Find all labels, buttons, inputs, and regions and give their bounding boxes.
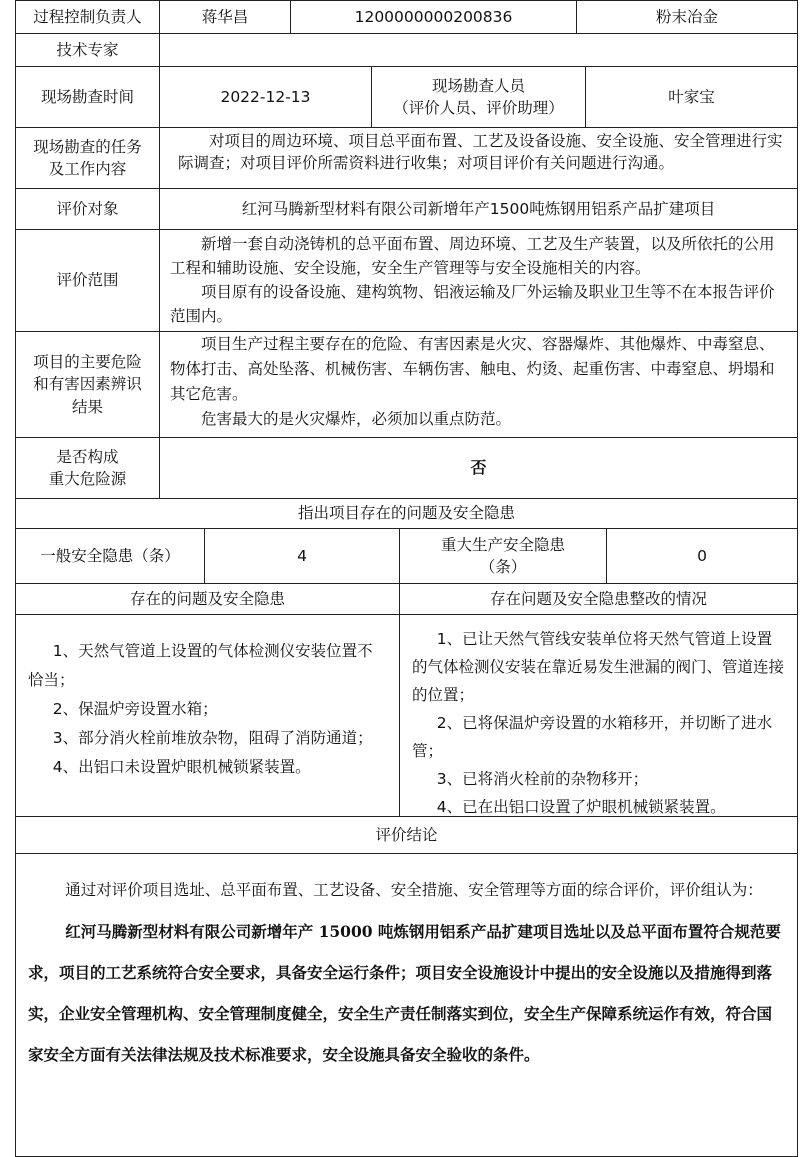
survey-staff-label-line2: （评价人员、评价助理） [393, 99, 564, 117]
survey-task-label [15, 127, 160, 189]
hazard-result-label-line2: 和有害因素辨识 [33, 375, 142, 394]
eval-object-label: 评价对象 [15, 188, 160, 230]
major-hazard-count-label-line2: （条） [479, 558, 527, 576]
major-hazard-label [15, 437, 160, 499]
major-hazard-label-line2: 重大危险源 [48, 470, 127, 488]
survey-task-content [159, 127, 798, 189]
eval-scope-content [159, 229, 798, 332]
process-lead-id: 1200000000200836 [290, 0, 577, 34]
issues-header: 指出项目存在的问题及安全隐患 [15, 498, 798, 529]
eval-scope-para1: 新增一套自动浇铸机的总平面布置、周边环境、工艺及生产装置，以及所依托的公用工程和辅助设施、安全设施，安全生产管理等与安全设施相关的内容。 [170, 235, 775, 277]
conclusion-header: 评价结论 [15, 816, 798, 854]
rectification-item: 3、已将消火栓前的杂物移开； [436, 770, 649, 788]
eval-object-value: 红河马腾新型材料有限公司新增年产1500吨炼钢用铝系产品扩建项目 [159, 188, 798, 230]
hazard-result-label-line1: 项目的主要危险 [33, 352, 142, 371]
process-lead-label: 过程控制负责人 [15, 0, 160, 34]
problem-item: 1、天然气管道上设置的气体检测仪安装位置不恰当； [28, 642, 373, 689]
rectification-item: 4、已在出铝口设置了炉眼机械锁紧装置。 [436, 798, 726, 816]
problems-column-header: 存在的问题及安全隐患 [15, 583, 400, 615]
general-hazard-label: 一般安全隐患（条） [15, 528, 205, 584]
problem-item: 4、出铝口未设置炉眼机械锁紧装置。 [52, 758, 311, 776]
hazard-result-label [15, 331, 160, 438]
rectification-item: 1、已让天然气管线安装单位将天然气管道上设置的气体检测仪安装在靠近易发生泄漏的阀门、管道连接的位置； [412, 630, 785, 704]
major-hazard-count: 0 [606, 528, 798, 584]
process-lead-name: 蒋华昌 [159, 0, 291, 34]
major-hazard-count-label [399, 528, 607, 584]
survey-task-text: 对项目的周边环境、项目总平面布置、工艺及设备设施、安全设施、安全管理进行实际调查；对项目评价所需资料进行收集；对项目评价有关问题进行沟通。 [178, 132, 783, 173]
major-hazard-count-label-line1: 重大生产安全隐患 [440, 535, 565, 554]
tech-expert-label: 技术专家 [15, 33, 160, 67]
rectifications-list [399, 614, 798, 817]
survey-staff-label [371, 66, 586, 128]
rectification-item: 2、已将保温炉旁设置的水箱移开，并切断了进水管； [412, 714, 773, 760]
survey-staff-label-line1: 现场勘查人员 [431, 76, 525, 95]
conclusion-body: 红河马腾新型材料有限公司新增年产 15000 吨炼钢用铝系产品扩建项目选址以及总平面布置符合规范要求，项目的工艺系统符合安全要求，具备安全运行条件；项目安全设施设计中提出的安全设施以及措施得到落实，企业安全管理机构、安全管理制度健全，安全生产责任制落实到位，安全生产保障系统运作有效，符合国家安全方面有关法律法规及技术标准要求，安全设施具备安全验收的条件。 [28, 922, 781, 1064]
conclusion-intro: 通过对评价项目选址、总平面布置、工艺设备、安全措施、安全管理等方面的综合评价，评价组认为： [65, 881, 763, 899]
problem-item: 3、部分消火栓前堆放杂物，阻碍了消防通道； [52, 729, 373, 747]
problems-list [15, 614, 400, 817]
hazard-result-content [159, 331, 798, 438]
survey-task-label-line1: 现场勘查的任务 [33, 137, 142, 156]
eval-scope-label: 评价范围 [15, 229, 160, 332]
rectification-column-header: 存在问题及安全隐患整改的情况 [399, 583, 798, 615]
general-hazard-count: 4 [204, 528, 400, 584]
conclusion-content [15, 853, 798, 1157]
process-lead-field: 粉末冶金 [576, 0, 798, 34]
survey-date-value: 2022-12-13 [159, 66, 372, 128]
major-hazard-label-line1: 是否构成 [56, 447, 119, 466]
survey-date-label: 现场勘查时间 [15, 66, 160, 128]
major-hazard-value: 否 [159, 437, 798, 499]
hazard-result-para1: 项目生产过程主要存在的危险、有害因素是火灾、容器爆炸、其他爆炸、中毒窒息、物体打击、高处坠落、机械伤害、车辆伤害、触电、灼烫、起重伤害、中毒窒息、坍塌和其它危害。 [170, 335, 775, 403]
survey-task-label-line2: 及工作内容 [48, 160, 127, 178]
hazard-result-para2: 危害最大的是火灾爆炸，必须加以重点防范。 [201, 410, 512, 428]
eval-scope-para2: 项目原有的设备设施、建构筑物、铝液运输及厂外运输及职业卫生等不在本报告评价范围内。 [170, 283, 775, 325]
hazard-result-label-line3: 结果 [71, 397, 103, 416]
problem-item: 2、保温炉旁设置水箱； [52, 700, 218, 718]
tech-expert-value [159, 33, 798, 67]
survey-staff-value: 叶家宝 [585, 66, 798, 128]
